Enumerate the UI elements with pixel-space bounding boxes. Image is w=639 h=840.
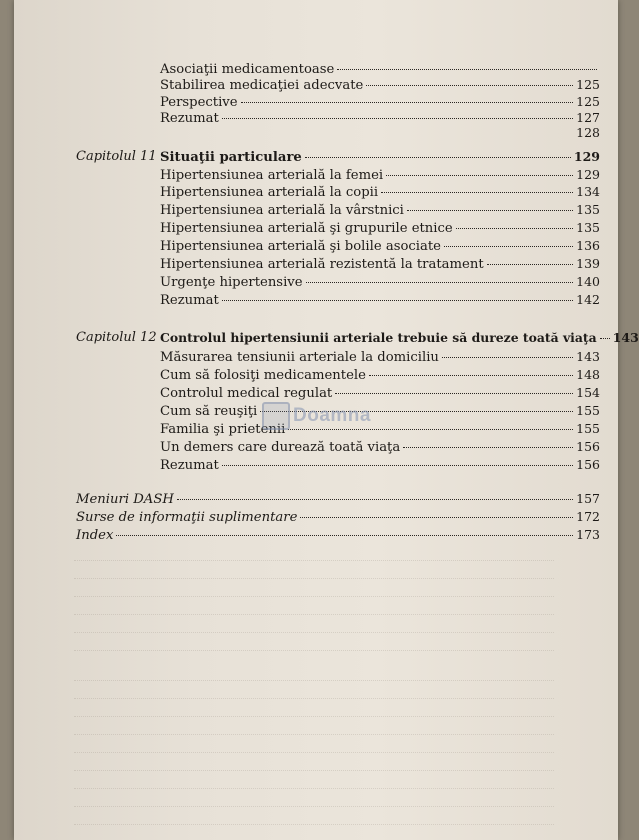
toc-entry-title: Stabilirea medicaţiei adecvate xyxy=(160,78,364,93)
toc-entry-title: Hipertensiunea arterială la vârstnici xyxy=(160,203,404,218)
toc-entry-title: Rezumat xyxy=(160,293,219,308)
dot-leader xyxy=(222,300,573,301)
toc-entry-page: 143 xyxy=(576,349,600,364)
toc-entry[interactable] xyxy=(160,77,600,94)
chapter-title: Situaţii particulare xyxy=(160,150,302,165)
toc-entry[interactable] xyxy=(160,202,600,219)
dot-leader xyxy=(305,157,571,158)
toc-entry-page: 172 xyxy=(576,509,600,524)
bleed-through-line xyxy=(74,806,554,808)
toc-entry[interactable] xyxy=(160,457,600,474)
toc-entry-title: Asociaţii medicamentoase xyxy=(160,62,335,77)
watermark-text: Doamna xyxy=(293,405,371,426)
dot-leader xyxy=(366,85,573,86)
bleed-through-line xyxy=(74,752,554,754)
bleed-through-line xyxy=(74,770,554,772)
toc-entry[interactable] xyxy=(160,256,600,273)
toc-entry-appendix[interactable] xyxy=(76,509,600,526)
bleed-through-line xyxy=(74,734,554,736)
toc-entry[interactable] xyxy=(160,349,600,366)
dot-leader xyxy=(335,393,573,394)
toc-entry[interactable] xyxy=(160,238,600,255)
watermark-logo-icon xyxy=(262,402,290,430)
dot-leader xyxy=(381,192,573,193)
toc-entry-title: Hipertensiunea arterială la femei xyxy=(160,168,384,183)
toc-entry[interactable] xyxy=(160,274,600,291)
toc-entry-title: Cum să reuşiţi xyxy=(160,404,258,419)
dot-leader xyxy=(403,447,573,448)
chapter-label: Capitolul 12 xyxy=(76,330,157,345)
dot-leader xyxy=(600,338,610,339)
toc-entry-page: 125 xyxy=(576,77,600,92)
toc-entry-title: Urgenţe hipertensive xyxy=(160,275,303,290)
dot-leader xyxy=(456,228,573,229)
dot-leader xyxy=(177,499,573,500)
bleed-through-line xyxy=(74,788,554,790)
bleed-through-line xyxy=(74,632,554,634)
bleed-through-line xyxy=(74,824,554,826)
toc-entry-title: Rezumat xyxy=(160,111,219,126)
dot-leader xyxy=(444,246,573,247)
toc-entry-title: Rezumat xyxy=(160,458,219,473)
dot-leader xyxy=(487,264,574,265)
toc-entry-page: 154 xyxy=(576,385,600,400)
book-page xyxy=(14,0,639,840)
toc-entry-title: Familia şi prietenii xyxy=(160,422,286,437)
dot-leader xyxy=(116,535,573,536)
dot-leader xyxy=(241,102,574,103)
toc-entry-page: 148 xyxy=(576,367,600,382)
toc-entry-appendix[interactable] xyxy=(76,527,600,544)
toc-entry-title: Măsurarea tensiunii arteriale la domiciliu xyxy=(160,350,439,365)
toc-entry[interactable] xyxy=(160,220,600,237)
toc-entry-title: Surse de informaţii suplimentare xyxy=(76,510,298,525)
toc-entry-page: 156 xyxy=(576,457,600,472)
toc-entry[interactable] xyxy=(160,125,600,141)
toc-entry[interactable] xyxy=(160,184,600,201)
toc-entry[interactable] xyxy=(160,439,600,456)
toc-entry-title: Controlul medical regulat xyxy=(160,386,333,401)
toc-entry-page: 157 xyxy=(576,491,600,506)
toc-entry-page: 127 xyxy=(576,110,600,125)
bleed-through-line xyxy=(74,560,554,562)
toc-entry-page: 125 xyxy=(576,94,600,109)
dot-leader xyxy=(222,118,573,119)
watermark xyxy=(262,396,382,436)
dot-leader xyxy=(222,465,573,466)
chapter-title: Controlul hipertensiunii arteriale trebuie să dureze toată viaţa xyxy=(160,330,597,345)
toc-entry-page: 142 xyxy=(576,292,600,307)
dot-leader xyxy=(407,210,573,211)
chapter-heading[interactable] xyxy=(160,330,639,346)
toc-entry-page: 134 xyxy=(576,184,600,199)
dot-leader xyxy=(337,69,597,70)
toc-entry-title: Index xyxy=(76,528,114,543)
toc-entry-page: 129 xyxy=(576,167,600,182)
toc-entry-title: Hipertensiunea arterială şi grupurile etnice xyxy=(160,221,453,236)
toc-entry-title: Un demers care durează toată viaţa xyxy=(160,440,401,455)
toc-entry-page: 155 xyxy=(576,421,600,436)
dot-leader xyxy=(386,175,573,176)
bleed-through-line xyxy=(74,716,554,718)
toc-entry-page: 155 xyxy=(576,403,600,418)
toc-entry-page: 156 xyxy=(576,439,600,454)
toc-entry-page: 135 xyxy=(576,220,600,235)
dot-leader xyxy=(300,517,573,518)
bleed-through-line xyxy=(74,680,554,682)
toc-entry[interactable] xyxy=(160,292,600,309)
chapter-label: Capitolul 11 xyxy=(76,149,157,164)
dot-leader xyxy=(369,375,573,376)
toc-entry[interactable] xyxy=(160,62,600,78)
toc-entry-title: Hipertensiunea arterială rezistentă la tratament xyxy=(160,257,484,272)
chapter-heading[interactable] xyxy=(160,149,600,166)
toc-entry-title: Perspective xyxy=(160,95,238,110)
bleed-through-line xyxy=(74,578,554,580)
dot-leader xyxy=(306,282,574,283)
chapter-page: 143 xyxy=(612,330,639,345)
toc-entry-page: 173 xyxy=(576,527,600,542)
bleed-through-line xyxy=(74,596,554,598)
toc-entry-page: 139 xyxy=(576,256,600,271)
dot-leader xyxy=(442,357,573,358)
bleed-through-line xyxy=(74,614,554,616)
chapter-page: 129 xyxy=(573,149,600,164)
toc-entry-title: Meniuri DASH xyxy=(76,492,174,507)
toc-entry-page: 128 xyxy=(576,125,600,140)
toc-entry[interactable] xyxy=(160,94,600,111)
toc-entry-page: 135 xyxy=(576,202,600,217)
toc-entry-page: 136 xyxy=(576,238,600,253)
toc-entry-page: 140 xyxy=(576,274,600,289)
toc-entry-title: Hipertensiunea arterială şi bolile asociate xyxy=(160,239,441,254)
toc-entry[interactable] xyxy=(160,367,600,384)
bleed-through-line xyxy=(74,698,554,700)
toc-entry-title: Cum să folosiţi medicamentele xyxy=(160,368,366,383)
toc-entry-appendix[interactable] xyxy=(76,491,600,508)
toc-entry-title: Hipertensiunea arterială la copii xyxy=(160,185,379,200)
bleed-through-line xyxy=(74,650,554,652)
toc-entry[interactable] xyxy=(160,167,600,184)
